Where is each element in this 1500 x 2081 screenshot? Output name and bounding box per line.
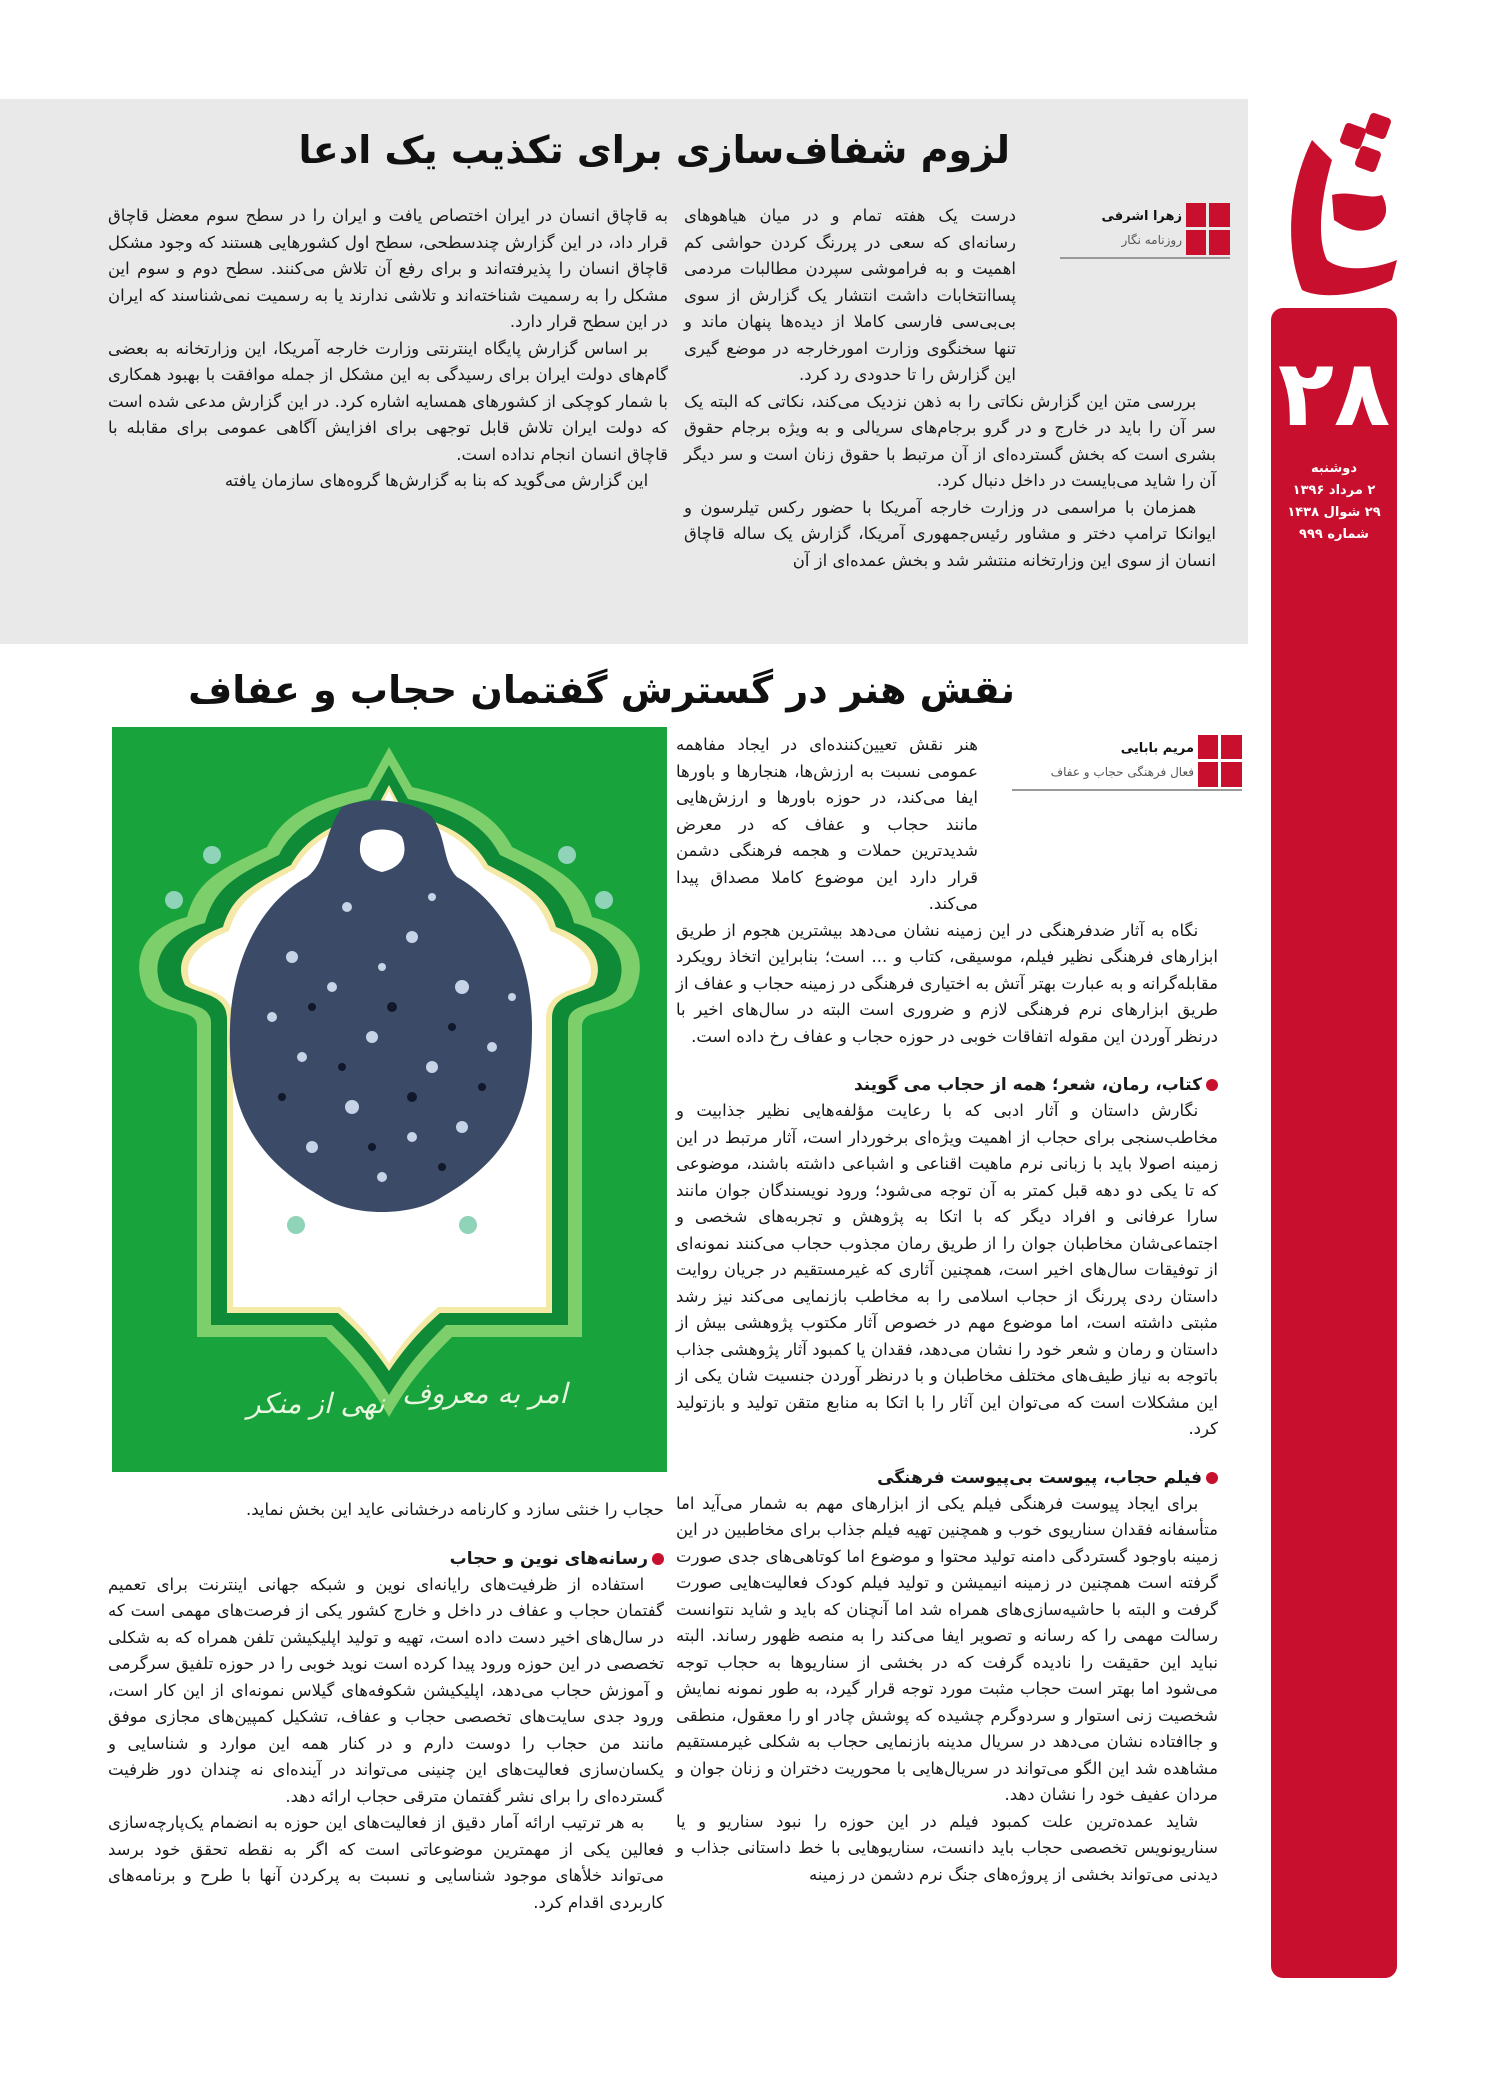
hijab-illustration: [112, 727, 667, 1472]
paragraph: درست یک هفته تمام و در میان هیاهوهای رسانه‌ای که سعی در پررنگ کردن حواشی کم اهمیت و به فراموشی سپردن مطالبات مردمی پساانتخابات داشت انتشار یک گزارش از سوی بی‌بی‌سی فارسی کاملا از دیده‌ها پنهان ماند و تنها سخنگوی وزارت امورخارجه در موضع گیری این گزارش را تا حدودی رد کرد.: [684, 206, 1016, 384]
bullet-dot-icon: [1206, 1079, 1218, 1091]
article1-column-right: [684, 203, 1216, 574]
article2-column-left: [108, 1497, 664, 1916]
weekday: دوشنبه: [1310, 461, 1358, 476]
article2-headline: نقش هنر در گسترش گفتمان حجاب و عفاف: [188, 668, 1015, 712]
issue-number: شماره ۹۹۹: [1299, 527, 1369, 542]
paragraph: حجاب را خنثی سازد و کارنامه درخشانی عاید این بخش نماید.: [245, 1500, 664, 1519]
subheading: کتاب، رمان، شعر؛ همه از حجاب می گویند: [676, 1072, 1218, 1098]
date-lunar: ۲۹ شوال ۱۴۳۸: [1287, 505, 1381, 520]
author-role: فعال فرهنگی حجاب و عفاف: [1050, 765, 1194, 779]
author-role: روزنامه نگار: [1121, 233, 1182, 247]
paragraph: همزمان با مراسمی در وزارت خارجه آمریکا با حضور رکس تیلرسون و ایوانکا ترامپ دختر و مشاور رئیس‌جمهوری آمریکا، گزارش یک ساله قاچاق انسان از سوی این وزارتخانه منتشر شد و بخش عمده‌ای از آن: [684, 497, 1216, 570]
paragraph: شاید عمده‌ترین علت کمبود فیلم در این حوزه را نبود سناریو و یا سناریونویس تخصصی حجاب باید دانست، سناریوهایی با خط داستانی جذاب و دیدنی می‌تواند بخشی از پروژه‌های جنگ نرم دشمن در زمینه: [676, 1811, 1218, 1884]
date-solar: ۲ مرداد ۱۳۹۶: [1292, 483, 1376, 498]
bullet-dot-icon: [652, 1553, 664, 1565]
issue-date-info: [1271, 458, 1397, 546]
article2-column-right: [676, 732, 1218, 1888]
paragraph: این گزارش می‌گوید که بنا به گزارش‌ها گروه‌های سازمان یافته: [224, 471, 649, 490]
paragraph: بررسی متن این گزارش نکاتی را به ذهن نزدیک می‌کند، نکاتی که البته یک سر آن را باید در خارج و در گرو برجام‌های سریالی و به ویژه برجام حقوق بشری است که بخش گسترده‌ای از آن مرتبط با حقوق زنان است و سر دیگر آن را شاید می‌بایست در داخل دنبال کرد.: [684, 391, 1216, 490]
page-info-sidebar: [1271, 308, 1397, 1978]
paragraph: بر اساس گزارش پایگاه اینترنتی وزارت خارجه آمریکا، این وزارتخانه به بعضی گام‌های دولت ایران برای رسیدگی به این مشکل از جمله موافقت با بهبود همکاری با شمار کوچکی از کشورهای همسایه اشاره کرد. در این گزارش مدعی شده است که دولت ایران تلاش قابل توجهی برای افزایش آگاهی عمومی برای مقابله با قاچاق انسان انجام نداده است.: [108, 338, 668, 464]
author-name: زهرا اشرفی: [1101, 209, 1182, 224]
image-caption-amr: امر به معروف: [402, 1377, 568, 1410]
subheading: رسانه‌های نوین و حجاب: [108, 1546, 664, 1572]
article1-column-left: [108, 203, 668, 495]
article1-headline: لزوم شفاف‌سازی برای تکذیب یک ادعا: [298, 128, 1010, 172]
page-number: ۲۸: [1277, 340, 1391, 447]
paragraph: به قاچاق انسان در ایران اختصاص یافت و ایران را در سطح سوم معضل قاچاق قرار داد، در این گزارش چندسطحی، سطح اول کشورهایی هستند که وجود مشکل قاچاق انسان را پذیرفته‌اند و برای رفع آن تلاش می‌کنند. سطح دوم و سوم این مشکل را به رسمیت شناخته‌اند و تلاشی ندارند یا به رسمیت نمی‌شناسند که ایران در این سطح قرار دارد.: [108, 206, 668, 331]
paragraph: هنر نقش تعیین‌کننده‌ای در ایجاد مفاهمه عمومی نسبت به ارزش‌ها، هنجارها و باورها ایفا می‌کند، در حوزه باورها و ارزش‌هایی مانند حجاب و عفاف که در معرض شدیدترین حملات و هجمه فرهنگی دشمن قرار دارد این موضوع کاملا مصداق پیدا می‌کند.: [676, 735, 978, 913]
image-caption-nahy: نهی از منکر: [247, 1387, 385, 1420]
paragraph: به هر ترتیب ارائه آمار دقیق از فعالیت‌های این حوزه به انضمام یک‌پارچه‌سازی فعالین یکی از مهمترین موضوعاتی است که اگر به نقطه تحقق خود برسد می‌تواند خلأهای موجود شناسایی و نسبت به پرکردن آنها با طرح و برنامه‌های کاربردی اقدام کرد.: [108, 1813, 664, 1912]
paragraph: نگارش داستان و آثار ادبی که با رعایت مؤلفه‌هایی نظیر جذابیت و مخاطب‌سنجی برای حجاب از اهمیت ویژه‌ای برخوردار است، آثار مرتبط در این زمینه اصولا باید با زبانی نرم ماهیت اقناعی و اشباعی داشته باشند، موضوعی که تا یکی دو دهه قبل کمتر به آن توجه می‌شود؛ ورود نویسندگان جوان مانند سارا عرفانی و افراد دیگر که با اتکا به پژوهش و تجربه‌های شخصی و اجتماعی‌شان مخاطبان جوان را از طریق رمان مجذوب حجاب می‌کنند نمونه‌ای از توفیقات سال‌های اخیر است، همچنین آثاری که غیرمستقیم در جریان روایت داستان ردی پررنگ از حجاب اسلامی را به مخاطب بازنمایی می‌کند نیز رشد مثبتی داشته است، اما موضوع مهم در خصوص آثار مکتوب پژوهشی بیش از داستان و رمان و شعر خود را نشان می‌دهد، فقدان یا کمبود آثار پژوهشی جذاب باتوجه به نیاز طیف‌های مختلف مخاطبان و با درنظر آوردن جنسیت شان یکی از این مشکلات است که می‌توان این آثار را با اتکا به منابع متقن تولید و بازتولید کرد.: [676, 1101, 1218, 1438]
subheading: فیلم حجاب، پیوست بی‌پیوست فرهنگی: [676, 1465, 1218, 1491]
paragraph: برای ایجاد پیوست فرهنگی فیلم یکی از ابزارهای مهم به شمار می‌آید اما متأسفانه فقدان سناریوی خوب و همچنین تهیه فیلم جذاب برای مخاطبین در این زمینه باوجود گستردگی دامنه تولید محتوا و موضوع اما کوتاهی‌های جدی صورت گرفته است همچنین در زمینه انیمیشن و تولید فیلم کودک فعالیت‌هایی صورت گرفت و البته با حاشیه‌سازی‌های همراه شد اما آنچنان که باید و شاید نتوانست رسالت مهمی را که رسانه و تصویر ایفا می‌کند را به منصه ظهور رساند. البته نباید این حقیقت را نادیده گرفت که در بخشی از سناریوها به حجاب توجه می‌شود اما بهتر است حجاب مثبت مورد توجه قرار گیرد، به طور نمونه نمایش شخصیت زنی استوار و سردوگرم چشیده که پوشش چادر او را معقول، منطقی و جاافتاده نشان می‌دهد در سریال مدینه بازنمایی حجاب به شکلی غیرمستقیم مشاهده شد این الگو می‌تواند در سریال‌هایی با محوریت دختران و زنان جوان و مردان عفیف خود را نشان دهد.: [676, 1493, 1218, 1804]
newspaper-logo: [1272, 100, 1412, 300]
author-name: مریم بابایی: [1120, 741, 1194, 756]
paragraph: نگاه به آثار ضدفرهنگی در این زمینه نشان می‌دهد بیشترین هجوم از طریق ابزارهای فرهنگی نظیر فیلم، موسیقی، کتاب و ... است؛ بنابراین اتخاذ رویکرد مقابله‌گرانه و به عبارت بهتر آتش به اختیاری فرهنگی در زمینه حجاب و عفاف از طریق ابزارهای نرم فرهنگی لازم و ضروری است البته در سال‌های اخیر با درنظر آوردن این مقوله اتفاقات خوبی در حوزه حجاب و عفاف رخ داده است.: [676, 920, 1218, 1046]
paragraph: استفاده از ظرفیت‌های رایانه‌ای نوین و شبکه جهانی اینترنت برای تعمیم گفتمان حجاب و عفاف در داخل و خارج کشور یکی از فرصت‌های مهمی است که در سال‌های اخیر دست داده است، تهیه و تولید اپلیکیشن تلفن همراه که به شکلی تخصصی در این حوزه ورود پیدا کرده است نوید خوبی را در حوزه تلفیق سرگرمی و آموزش حجاب می‌دهد، اپلیکیشن شکوفه‌های گیلاس نمونه‌ای از این کار است، ورود جدی سایت‌های تخصصی حجاب و عفاف، تشکیل کمپین‌های مجازی موفق مانند من حجاب را دوست دارم و در کنار همه این موارد و شناسایی و یکسان‌سازی فعالیت‌های این چنینی می‌تواند در آینده‌ای نه چندان دور ظرفیت گسترده‌ای را برای نشر گفتمان مترقی حجاب ارائه دهد.: [108, 1574, 664, 1806]
bullet-dot-icon: [1206, 1472, 1218, 1484]
